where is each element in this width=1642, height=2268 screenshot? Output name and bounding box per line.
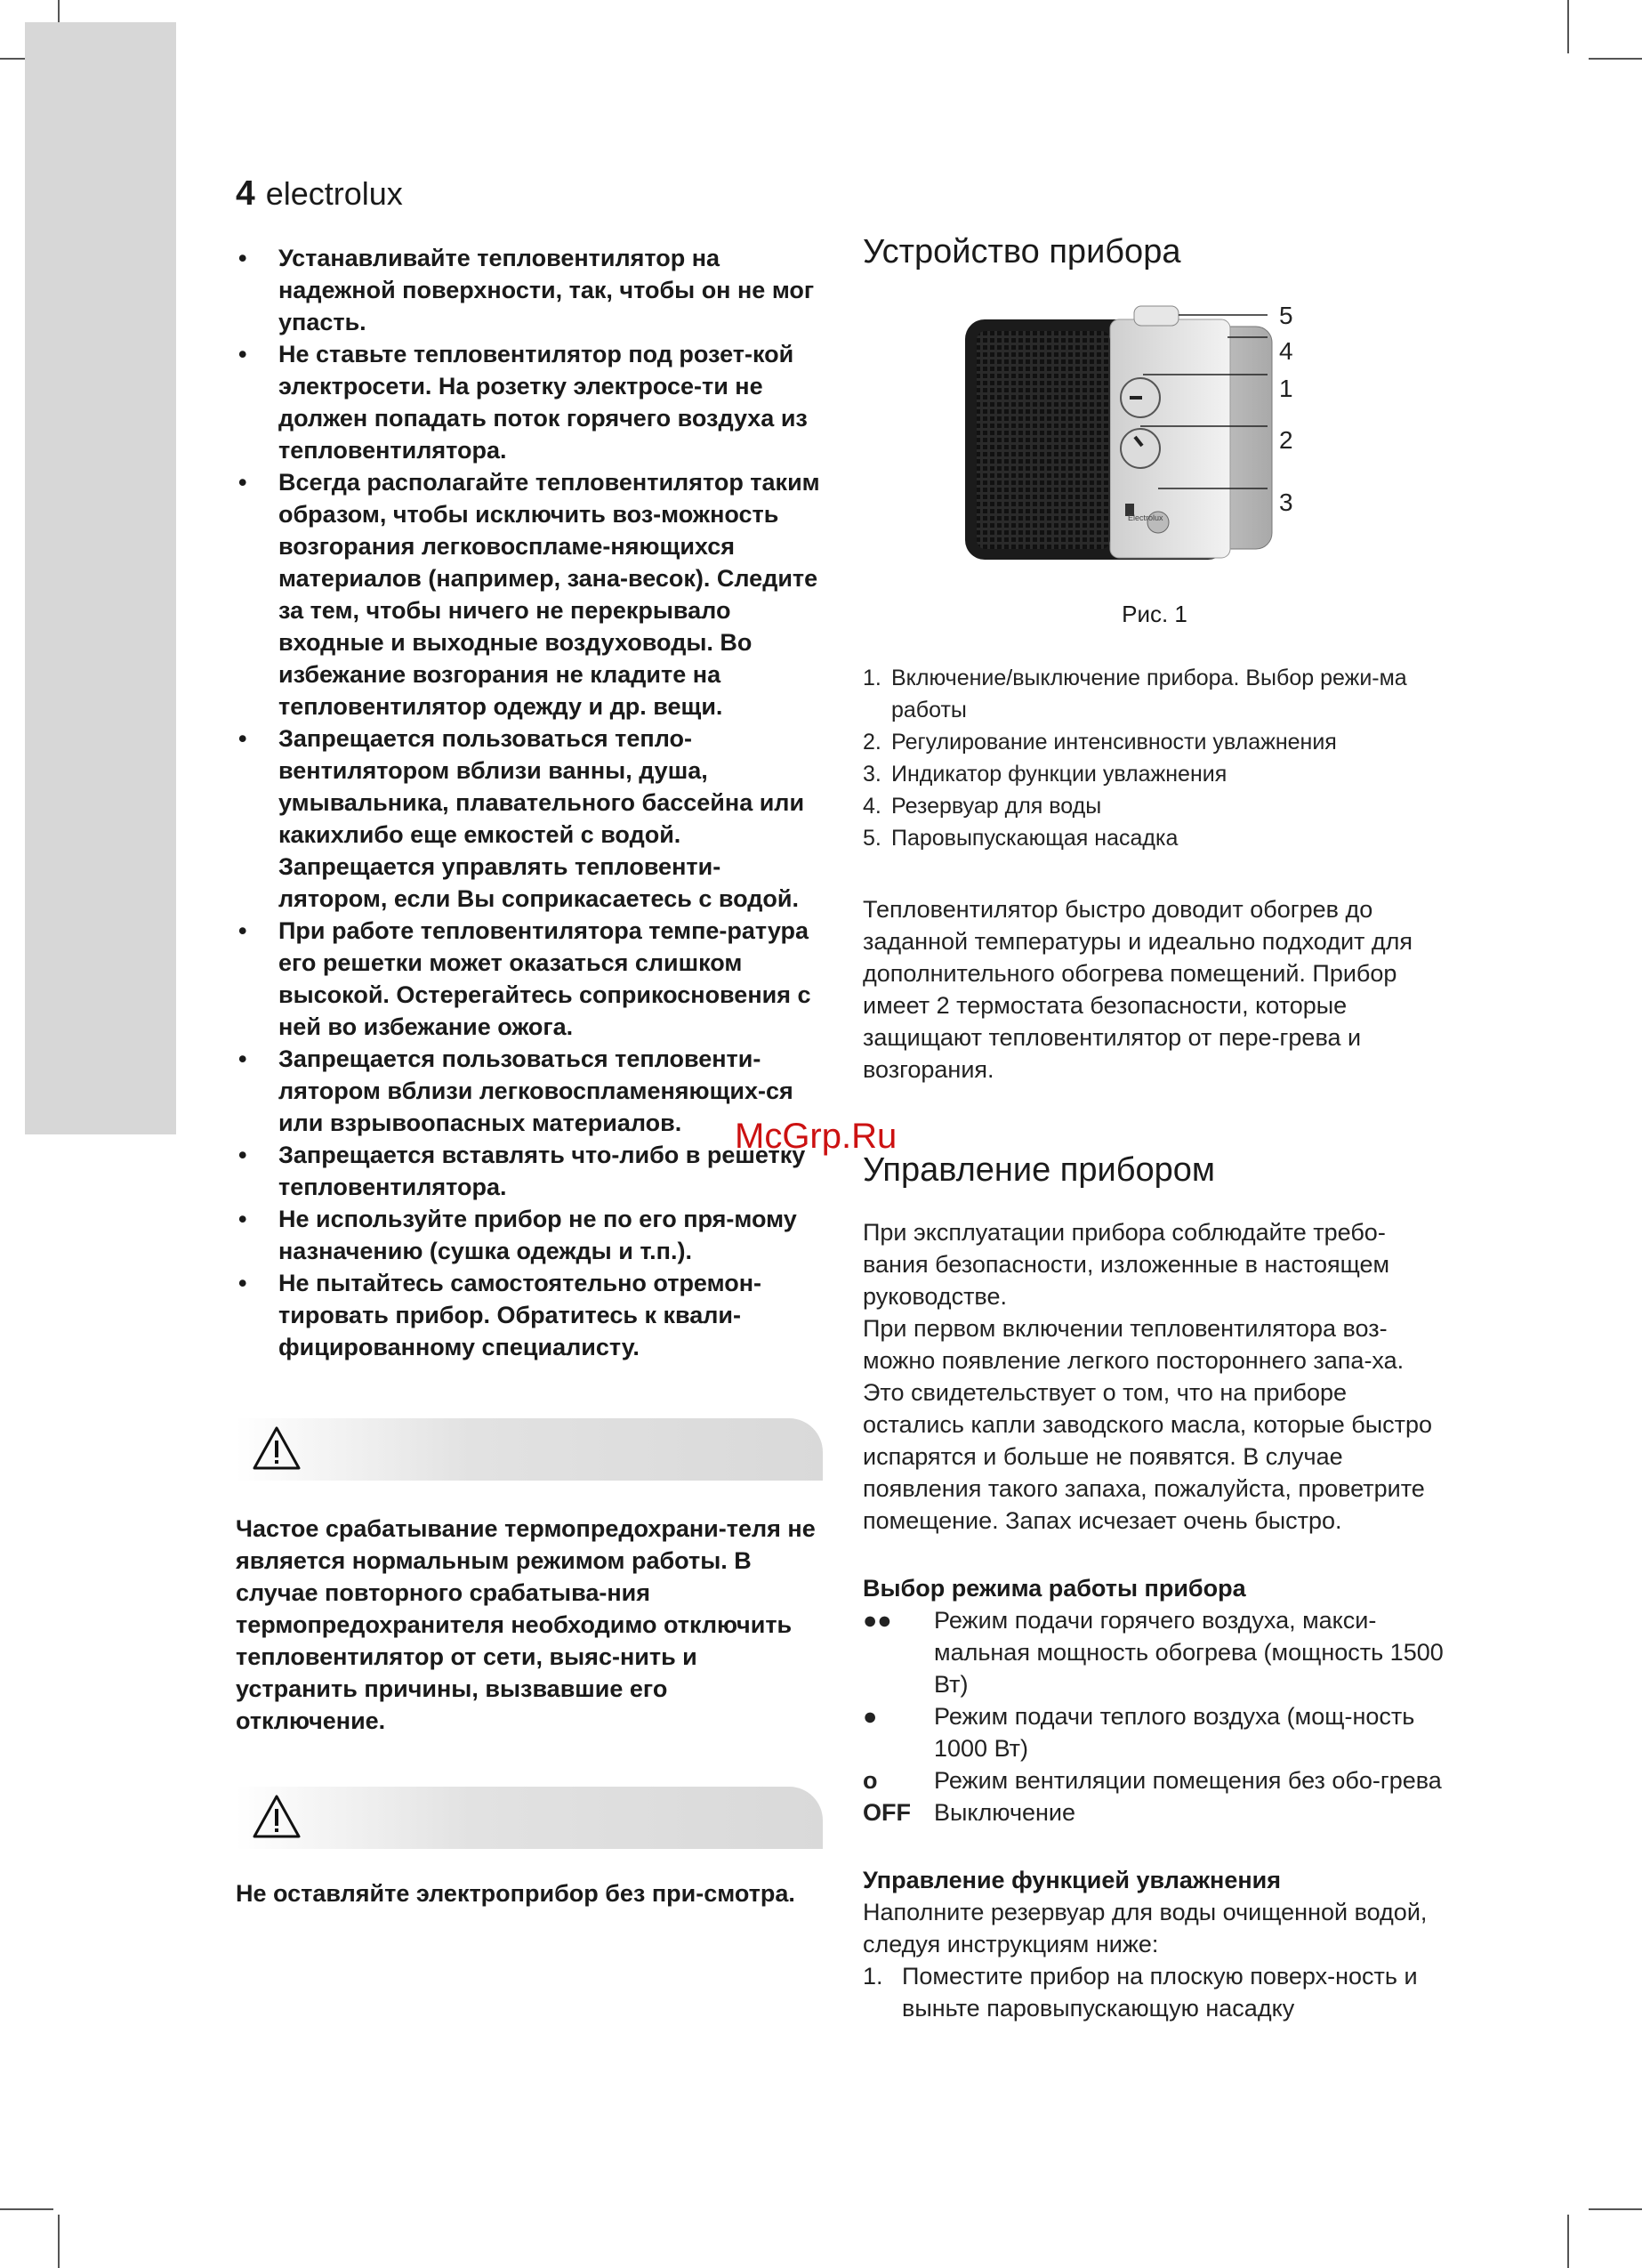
list-item: • Не используйте прибор не по его пря-мому назначению (сушка одежды и т.п.). <box>238 1206 797 1264</box>
list-item: o Режим вентиляции помещения без обо-грева <box>863 1764 1446 1796</box>
list-item: • Запрещается пользоваться тепло-вентилятором вблизи ванны, душа, умывальника, плавательного бассейна или какихлибо еще емкостей с водой. Запрещается управлять тепловенти-лятором, если Вы соприкасаетесь с водой. <box>238 725 805 912</box>
list-item: • Не пытайтесь самостоятельно отремон-тировать прибор. Обратитесь к квали-фицированному специалисту. <box>238 1270 762 1360</box>
crop-mark <box>1567 2215 1569 2268</box>
mode-heading: Выбор режима работы прибора <box>863 1575 1246 1602</box>
mode-symbol: ●● <box>863 1607 892 1634</box>
callout-1: 1 <box>1279 375 1293 402</box>
callout-4: 4 <box>1279 337 1293 365</box>
parts-list <box>863 662 1446 854</box>
list-item: 3. Индикатор функции увлажнения <box>863 762 1227 787</box>
side-tab <box>25 22 176 1134</box>
section-title-control: Управление прибором <box>863 1151 1216 1189</box>
mode-symbol: ● <box>863 1703 878 1730</box>
figure-caption: Рис. 1 <box>1122 601 1187 627</box>
page-header <box>236 174 403 214</box>
warning-text-1: Частое срабатывание термопредохрани-теля не является нормальным режимом работы. В случае повторного срабатыва-ния термопредохранителя необходимо отключить тепловентилятор от сети, выяс-нить и устранить причины, вызвавшие его отключение. <box>236 1515 816 1734</box>
list-item: • Запрещается пользоваться тепловенти-лятором вблизи легковоспламеняющих-ся или взрывоопасных материалов. <box>238 1045 793 1136</box>
list-item: 1. Поместите прибор на плоскую поверх-ность и выньте паровыпускающую насадку <box>863 1963 1418 2022</box>
safety-list <box>236 242 823 1363</box>
right-column <box>863 233 1446 2024</box>
callout-5: 5 <box>1279 302 1293 329</box>
list-item: • При работе тепловентилятора темпе-ратура его решетки может оказаться слишком высокой. Остерегайтесь соприкосновения с ней во избежание ожога. <box>238 917 811 1040</box>
device-description: Тепловентилятор быстро доводит обогрев до заданной температуры и идеально подходит для дополнительного обогрева помещений. Прибор имеет 2 термостата безопасности, которые защищают тепловентилятор от пере-грева и возгорания. <box>863 896 1413 1083</box>
mode-symbol: OFF <box>863 1799 911 1826</box>
humidify-para: Наполните резервуар для воды очищенной водой, следуя инструкциям ниже: <box>863 1899 1428 1957</box>
control-para-2: При первом включении тепловентилятора воз-можно появление легкого постороннего запа-ха. Это свидетельствует о том, что на приборе остались капли заводского масла, которые быстро испарятся и больше не появятся. В случае появления такого запаха, пожалуйста, проветрите помещение. Запах исчезает очень быстро. <box>863 1315 1433 1534</box>
crop-mark <box>1567 0 1569 53</box>
list-item: 5. Паровыпускающая насадка <box>863 826 1179 851</box>
crop-mark <box>1589 58 1642 60</box>
mode-list <box>863 1604 1446 1828</box>
brand-name: electrolux <box>265 175 403 212</box>
page-number: 4 <box>236 174 255 213</box>
humidify-heading: Управление функцией увлажнения <box>863 1867 1282 1893</box>
list-item: • Устанавливайте тепловентилятор на надежной поверхности, так, чтобы он не мог упасть. <box>238 245 815 335</box>
list-item: • Не ставьте тепловентилятор под розет-кой электросети. На розетку электросе-ти не должен попадать поток горячего воздуха из тепловентилятора. <box>238 341 808 464</box>
crop-mark <box>58 2215 60 2268</box>
watermark: McGrp.Ru <box>735 1117 897 1156</box>
callout-3: 3 <box>1279 488 1293 516</box>
heater-illustration <box>961 302 1459 595</box>
humidify-steps <box>863 1960 1446 2024</box>
list-item: • Всегда располагайте тепловентилятор таким образом, чтобы исключить воз-можность возгорания легковоспламе-няющихся материалов (например, зана-весок). Следите за тем, чтобы ничего не перекрывало входные и выходные воздуховоды. Во избежание возгорания не кладите на тепловентилятор одежду и др. вещи. <box>238 469 820 720</box>
list-item: • Запрещается вставлять что-либо в решетку тепловентилятора. <box>238 1142 806 1200</box>
mode-symbol: o <box>863 1767 878 1794</box>
left-column <box>236 242 823 1909</box>
list-item: ● Режим подачи теплого воздуха (мощ-ность 1000 Вт) <box>863 1700 1446 1764</box>
list-item: ●● Режим подачи горячего воздуха, макси-мальная мощность обогрева (мощность 1500 Вт) <box>863 1604 1446 1700</box>
callout-2: 2 <box>1279 426 1293 454</box>
section-title-device: Устройство прибора <box>863 233 1181 270</box>
device-figure <box>961 302 1459 595</box>
control-para-1: При эксплуатации прибора соблюдайте требо-вания безопасности, изложенные в настоящем руководстве. <box>863 1219 1390 1310</box>
list-item: 2. Регулирование интенсивности увлажнения <box>863 730 1337 755</box>
list-item: OFF Выключение <box>863 1796 1446 1828</box>
warning-icon <box>252 1425 302 1472</box>
crop-mark <box>1589 2208 1642 2210</box>
warning-banner <box>236 1787 823 1849</box>
device-badge: Electrolux <box>1128 513 1163 522</box>
warning-text-2: Не оставляйте электроприбор без при-смотра. <box>236 1880 795 1907</box>
warning-banner <box>236 1418 823 1481</box>
list-item: 4. Резервуар для воды <box>863 794 1102 819</box>
warning-icon <box>252 1794 302 1840</box>
crop-mark <box>0 2208 53 2210</box>
list-item: 1. Включение/выключение прибора. Выбор режи-ма работы <box>863 666 1407 722</box>
